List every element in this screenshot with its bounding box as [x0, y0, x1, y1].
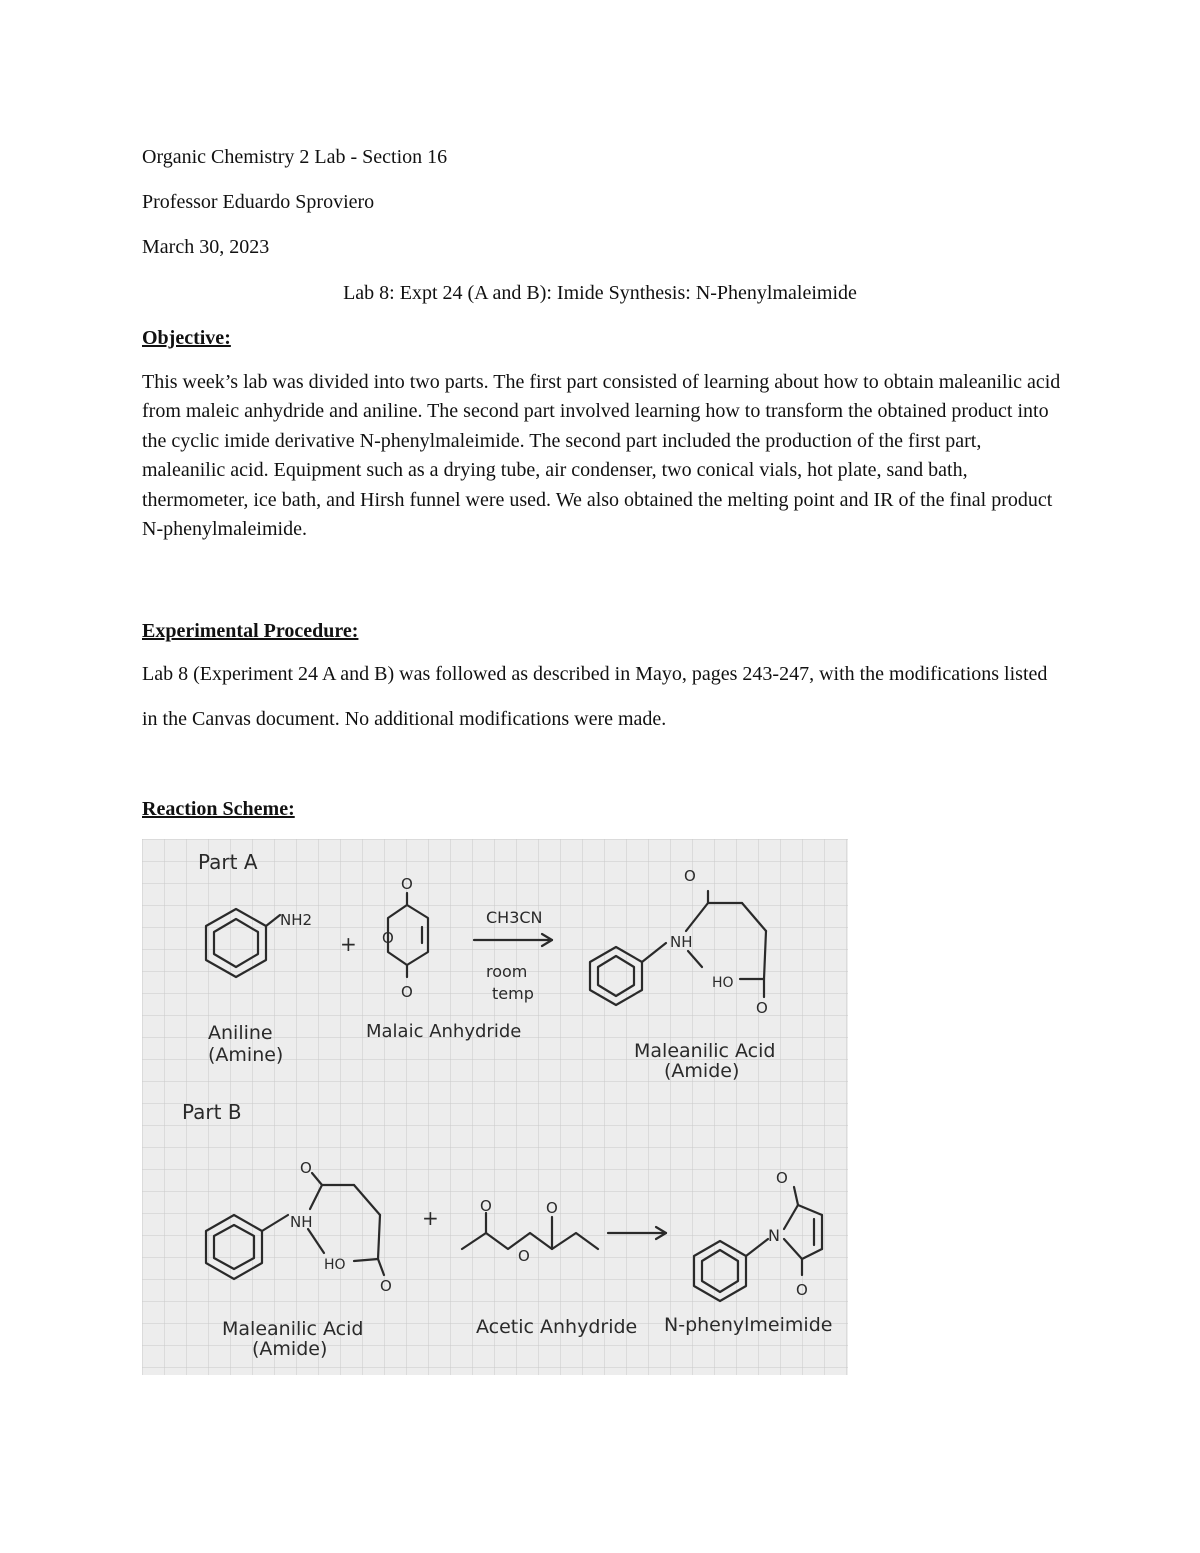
acetic-o-left: O	[480, 1197, 492, 1215]
course-line: Organic Chemistry 2 Lab - Section 16	[142, 146, 448, 168]
anhydride-o-top: O	[401, 875, 413, 893]
part-b-plus-sign: +	[422, 1206, 439, 1230]
aniline-name: Aniline	[208, 1022, 273, 1044]
acetic-name: Acetic Anhydride	[476, 1316, 638, 1338]
anhydride-o-bottom: O	[401, 983, 413, 1001]
product-a-nh: NH	[670, 933, 693, 951]
anhydride-name: Malaic Anhydride	[366, 1021, 522, 1042]
objective-paragraph: This week’s lab was divided into two parts. The first part consisted of learning about how to obtain maleanilic acid from maleic anhydride and aniline. The second part involved learning how to transform the obtained product into the cyclic imide derivative N-phenylmaleimide. The second part included the production of the first part, maleanilic acid. Equipment such as a drying tube, air condenser, two conical vials, hot plate, sand bath, thermometer, ice bath, and Hirsh funnel were used. We also obtained the melting point and IR of the final product N-phenylmaleimide.	[142, 371, 1061, 541]
reactant-b-o-top: O	[300, 1159, 312, 1177]
part-b-label: Part B	[182, 1100, 242, 1124]
reagent-label: CH3CN	[486, 908, 543, 927]
reactant-b-ho: HO	[324, 1257, 346, 1273]
product-b-n: N	[768, 1226, 780, 1245]
product-b-o-bottom: O	[796, 1281, 808, 1299]
part-a-label: Part A	[198, 850, 258, 874]
product-b-o-top: O	[776, 1169, 788, 1187]
acetic-o-bridge: O	[518, 1247, 530, 1265]
reactant-b-name: Maleanilic Acid	[222, 1318, 364, 1340]
product-b-name: N-phenylmeimide	[664, 1314, 833, 1336]
product-a-o-top: O	[684, 867, 696, 885]
product-a-o-bottom: O	[756, 999, 768, 1017]
acetic-o-right: O	[546, 1199, 558, 1217]
condition-temp: temp	[492, 984, 534, 1003]
product-a-class: (Amide)	[664, 1060, 740, 1082]
condition-room: room	[486, 962, 528, 981]
reaction-scheme-image	[142, 839, 848, 1375]
product-a-ho: HO	[712, 975, 734, 991]
reactant-b-o-bottom: O	[380, 1277, 392, 1295]
professor-line: Professor Eduardo Sproviero	[142, 191, 375, 213]
product-a-name: Maleanilic Acid	[634, 1040, 776, 1062]
anhydride-o-ring: O	[382, 929, 394, 947]
aniline-class: (Amine)	[208, 1044, 284, 1066]
aniline-nh2-label: NH2	[280, 911, 313, 929]
lab-title: Lab 8: Expt 24 (A and B): Imide Synthesis: N-Phenylmaleimide	[343, 282, 857, 304]
scheme-heading: Reaction Scheme:	[142, 798, 295, 820]
reactant-b-nh: NH	[290, 1213, 313, 1231]
procedure-heading: Experimental Procedure:	[142, 620, 359, 642]
part-a-plus-sign: +	[340, 932, 357, 956]
reactant-b-class: (Amide)	[252, 1338, 328, 1360]
objective-heading: Objective:	[142, 327, 231, 349]
date-line: March 30, 2023	[142, 236, 270, 258]
procedure-paragraph: Lab 8 (Experiment 24 A and B) was followed as described in Mayo, pages 243-247, with the modifications listed in the Canvas document. No additional modifications were made.	[142, 663, 1048, 730]
